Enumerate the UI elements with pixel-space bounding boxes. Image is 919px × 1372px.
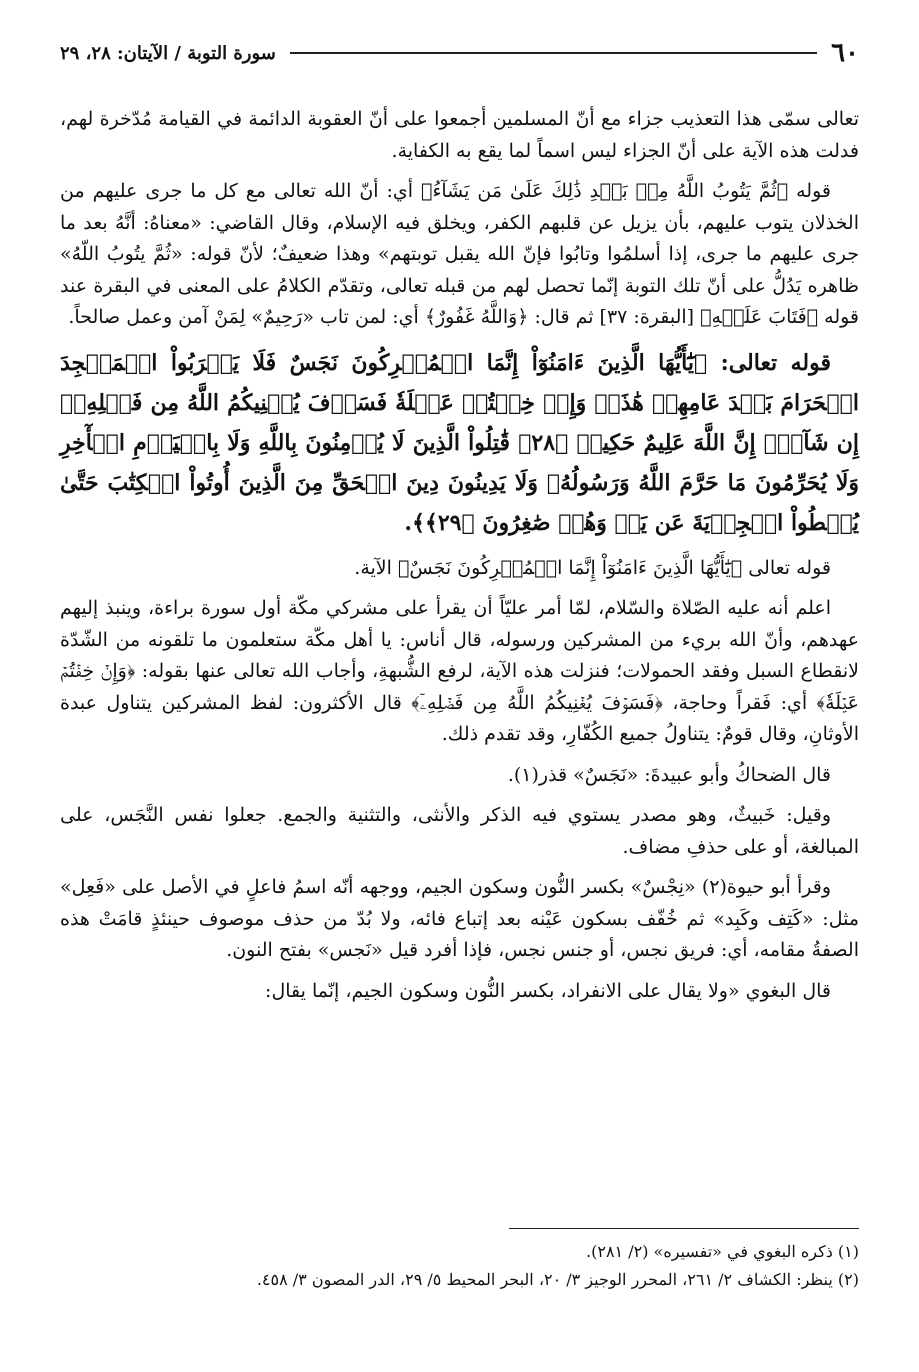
paragraph: وقيل: خَبيثٌ، وهو مصدر يستوي فيه الذكر والأنثى، والتثنية والجمع. جعلوا نفس النَّجَس، على المبالغة، أو على حذفِ مضاف. [60,804,859,858]
page-number: ٦٠ [831,38,859,68]
paragraph: قال البغوي «ولا يقال على الانفراد، بكسر النُّون وسكون الجيم، إنّما يقال: [265,979,831,1002]
paragraph: قوله تعالى ﴿يَٰٓأَيُّهَا الَّذِينَ ءَامَنُوٓاْ إِنَّمَا الۡمُشۡرِكُونَ نَجَسٌ﴾ الآية. [354,556,831,579]
footnote: (٢) ينظر: الكشاف ٢/ ٢٦١، المحرر الوجيز ٣/ ٢٠، البحر المحيط ٥/ ٢٩، الدر المصون ٣/ ٤٥٨. [256,1270,859,1289]
paragraph: تعالى سمّى هذا التعذيب جزاء مع أنّ المسلمين أجمعوا على أنّ العقوبة الدائمة في القيامة مُدّخرة لهم، فدلت هذه الآية على أنّ الجزاء ليس اسماً لما يقع به الكفاية. [60,108,859,162]
paragraph: اعلم أنه عليه الصّلاة والسّلام، لمّا أمر عليّاً أن يقرأ على مشركي مكّة أول سورة براءة، وينبذ إليهم عهدهم، وأنّ الله بريء من المشركين ورسوله، قال أناس: يا أهل مكّة ستعلمون ما تلقونه من الشّدّة لانقطاع السبل وفقد الحمولات؛ فنزلت هذه الآية، لرفع الشُّبهةِ، وأجاب الله تعالى عنها بقوله: ﴿وَإِنۡ خِفۡتُمۡ عَيۡلَةٗ﴾ أي: فَقراً وحاجة، ﴿فَسَوۡفَ يُغۡنِيكُمُ اللَّهُ مِن فَضۡلِهِۦٓ﴾ قال الأكثرون: لفظ المشركين يتناول عبدة الأوثانِ، وقال قومٌ: يتناولُ جميع الكُفّارِ، وقد تقدم ذلك. [60,597,859,745]
footnotes [60,1238,859,1294]
quran-verse: قوله تعالى: ﴿يَٰٓأَيُّهَا الَّذِينَ ءَامَنُوٓاْ إِنَّمَا الۡمُشۡرِكُونَ نَجَسٌ فَلَا يَقۡرَبُواْ الۡمَسۡجِدَ الۡحَرَامَ بَعۡدَ عَامِهِمۡ هَٰذَاۚ وَإِنۡ خِفۡتُمۡ عَيۡلَةٗ فَسَوۡفَ يُغۡنِيكُمُ اللَّهُ مِن فَضۡلِهِۦٓ إِن شَآءَۚ إِنَّ اللَّهَ عَلِيمٌ حَكِيمٞ ﴿٢٨﴾ قَٰتِلُواْ الَّذِينَ لَا يُؤۡمِنُونَ بِاللَّهِ وَلَا بِالۡيَوۡمِ الۡأٓخِرِ وَلَا يُحَرِّمُونَ مَا حَرَّمَ اللَّهُ وَرَسُولُهُۥ وَلَا يَدِينُونَ دِينَ الۡحَقِّ مِنَ الَّذِينَ أُوتُواْ الۡكِتَٰبَ حَتَّىٰ يُعۡطُواْ الۡجِزۡيَةَ عَن يَدٖ وَهُمۡ صَٰغِرُونَ ﴿٢٩﴾﴾. [60,349,859,536]
running-header [60,36,859,70]
paragraph: قال الضحاكُ وأبو عبيدةَ: «نَجَسٌ» قذر(١). [507,763,831,786]
body-text [60,104,859,1016]
footnote-rule [509,1228,859,1229]
chapter-title: سورة التوبة / الآيتان: ٢٨، ٢٩ [60,42,276,64]
paragraph: وقرأ أبو حيوة(٢) «نِجْسٌ» بكسر النُّون وسكون الجيم، ووجهه أنّه اسمُ فاعلٍ في الأصل على «فَعِل» مثل: «كَتِف وكَبِد» ثم خُفّف بسكون عَيْنه بعد إتباع فائه، ولا بُدّ من حذف موصوف حينئذٍ قامَتْ هذه الصفةُ مقامه، أي: فريق نجس، أو جنس نجس، فإذا أفرد قيل «نَجس» بفتح النون. [60,876,859,961]
paragraph: قوله ﴿ثُمَّ يَتُوبُ اللَّهُ مِنۢ بَعۡدِ ذَٰلِكَ عَلَىٰ مَن يَشَآءُ﴾ أي: أنّ الله تعالى مع كل ما جرى عليهم من الخذلان يتوب عليهم، بأن يزيل عن قلبهم الكفر، ويخلق فيه الإسلام، وقال القاضي: «معناهُ: أنَّهُ بعد ما جرى عليهم ما جرى، إذا أسلمُوا وتابُوا فإنّ الله يقبل توبتهم» وهذا ضعيفٌ؛ لأنّ قوله: «ثُمَّ يتُوبُ اللّهُ» ظاهره يَدُلُّ على أنّ تلك التوبة إنّما تحصل لهم من قبله تعالى، وتقدّم الكلامُ على المعنى في البقرة عند قوله ﴿فَتَابَ عَلَيۡهِ﴾ [البقرة: ٣٧] ثم قال: ﴿وَاللَّهُ غَفُورٌ﴾ أي: لمن تاب «رَحِيمٌ» لِمَنْ آمن وعمل صالحاً. [60,180,859,328]
footnote: (١) ذكره البغوي في «تفسيره» (٢/ ٢٨١). [586,1242,859,1261]
header-rule [290,52,817,54]
